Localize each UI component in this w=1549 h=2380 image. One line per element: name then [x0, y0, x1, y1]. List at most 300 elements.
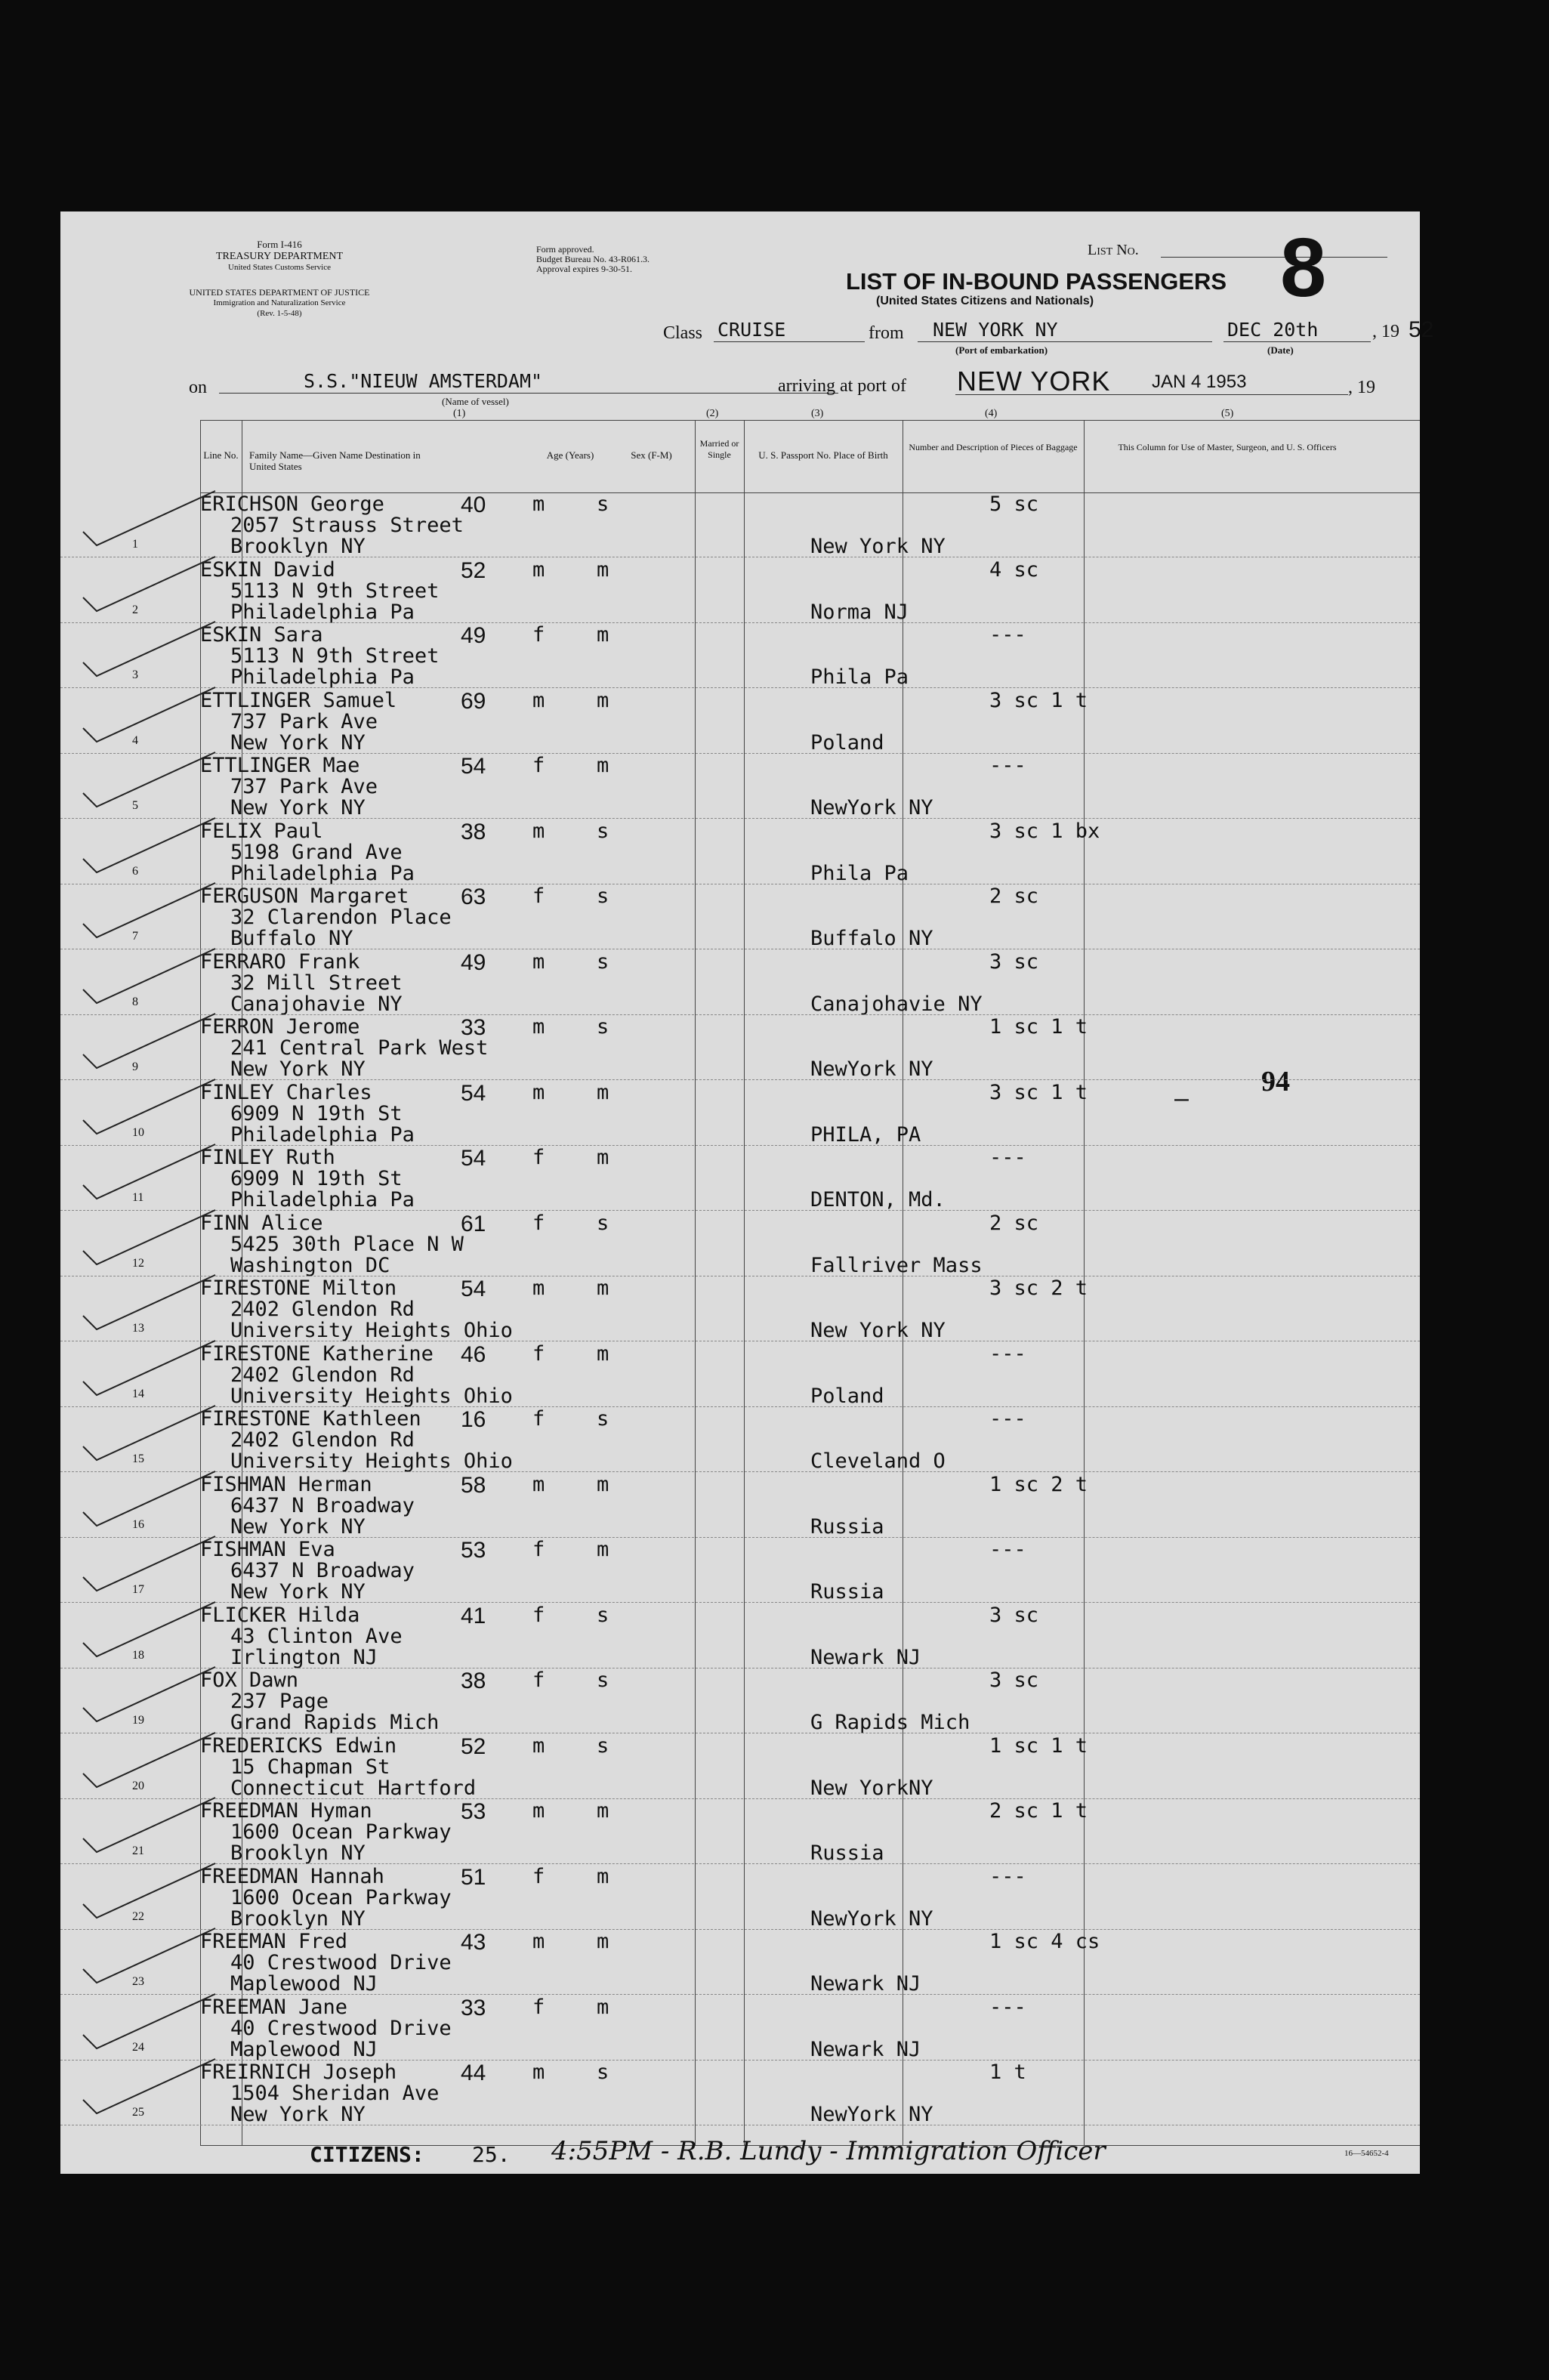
- passenger-sex: f: [532, 754, 545, 777]
- check-mark-icon: [76, 1857, 219, 1925]
- passenger-marital-status: s: [597, 1603, 609, 1627]
- passenger-address-city: New York NY: [230, 1580, 366, 1604]
- header-name: Family Name—Given Name Destination in United States: [249, 449, 421, 472]
- passenger-age: 16: [461, 1407, 486, 1432]
- passenger-age: 43: [461, 1930, 486, 1955]
- passenger-name: ESKIN Sara: [200, 623, 323, 647]
- passenger-age: 54: [461, 1080, 486, 1106]
- check-mark-icon: [76, 1465, 219, 1533]
- footer-citizens-label: CITIZENS:: [310, 2142, 424, 2167]
- passenger-address-street: 40 Crestwood Drive: [230, 2016, 452, 2040]
- colnum-1: (1): [453, 408, 466, 419]
- passenger-address-city: Connecticut Hartford: [230, 1776, 477, 1800]
- passenger-address-street: 1504 Sheridan Ave: [230, 2082, 440, 2105]
- passenger-address-city: Brooklyn NY: [230, 535, 366, 558]
- passenger-marital-status: m: [597, 1472, 609, 1496]
- embark-port-value: NEW YORK NY: [933, 319, 1058, 341]
- passenger-baggage: ---: [989, 1341, 1026, 1366]
- arrival-port: NEW YORK: [957, 366, 1111, 397]
- passenger-birthplace: NewYork NY: [810, 1906, 933, 1931]
- passenger-age: 58: [461, 1472, 486, 1498]
- passenger-marital-status: s: [597, 884, 609, 908]
- passenger-marital-status: m: [597, 1080, 609, 1104]
- passenger-name: FREDERICKS Edwin: [200, 1733, 397, 1758]
- passenger-name: FISHMAN Herman: [200, 1472, 372, 1496]
- passenger-address-street: 32 Clarendon Place: [230, 906, 452, 929]
- passenger-name: FLICKER Hilda: [200, 1603, 360, 1627]
- passenger-birthplace: Newark NJ: [810, 1645, 921, 1669]
- table-row: [132, 1341, 1420, 1408]
- table-row: [132, 1733, 1420, 1800]
- table-row: [132, 1930, 1420, 1996]
- header-age: Age (Years): [546, 449, 594, 461]
- passenger-birthplace: Norma NJ: [810, 600, 909, 624]
- passenger-sex: f: [532, 1146, 545, 1169]
- line-number: 3: [132, 668, 138, 681]
- passenger-birthplace: Russia: [810, 1580, 884, 1604]
- passenger-marital-status: s: [597, 819, 609, 843]
- passenger-age: 52: [461, 557, 486, 583]
- from-label: from: [869, 323, 904, 343]
- passenger-baggage: 1 sc 2 t: [989, 1472, 1088, 1496]
- passenger-marital-status: m: [597, 1799, 609, 1823]
- year-prefix: , 19: [1372, 322, 1399, 341]
- passenger-address-city: University Heights Ohio: [230, 1319, 513, 1342]
- check-mark-icon: [76, 1661, 219, 1729]
- officer-note: 94: [1261, 1066, 1290, 1097]
- table-row: [132, 1538, 1420, 1604]
- passenger-address-city: New York NY: [230, 1514, 366, 1539]
- table-row: [132, 1603, 1420, 1669]
- check-mark-icon: [76, 1073, 219, 1141]
- passenger-marital-status: s: [597, 492, 609, 516]
- passenger-address-city: Brooklyn NY: [230, 1906, 366, 1931]
- passenger-sex: f: [532, 884, 545, 908]
- passenger-address-city: University Heights Ohio: [230, 1384, 513, 1408]
- line-number: 5: [132, 799, 138, 812]
- passenger-address-city: Philadelphia Pa: [230, 861, 415, 885]
- passenger-address-street: 5198 Grand Ave: [230, 840, 403, 864]
- passenger-name: ETTLINGER Mae: [200, 754, 360, 777]
- line-number: 25: [132, 2106, 144, 2119]
- vessel-underline: [219, 393, 838, 394]
- revision: (Rev. 1-5-48): [257, 309, 302, 318]
- check-mark-icon: [76, 1400, 219, 1468]
- passenger-marital-status: s: [597, 949, 609, 974]
- table-top-rule: [200, 420, 1420, 421]
- passenger-address-street: 1600 Ocean Parkway: [230, 1820, 452, 1844]
- line-number: 24: [132, 2040, 144, 2054]
- passenger-age: 54: [461, 754, 486, 779]
- passenger-baggage: 4 sc: [989, 557, 1039, 582]
- header-married: Married or Single: [699, 438, 739, 460]
- passenger-age: 63: [461, 884, 486, 909]
- passenger-baggage: 3 sc: [989, 1603, 1039, 1627]
- class-underline: [714, 341, 865, 342]
- header-sex: Sex (F-M): [631, 449, 672, 461]
- passenger-name: ESKIN David: [200, 557, 335, 582]
- passenger-address-street: 241 Central Park West: [230, 1036, 489, 1060]
- passenger-sex: f: [532, 1538, 545, 1561]
- form-number: Form I-416: [257, 239, 302, 250]
- check-mark-icon: [76, 681, 219, 749]
- passenger-address-street: 43 Clinton Ave: [230, 1624, 403, 1648]
- line-number: 12: [132, 1256, 144, 1270]
- passenger-age: 33: [461, 1995, 486, 2020]
- line-number: 21: [132, 1844, 144, 1857]
- passenger-age: 69: [461, 688, 486, 714]
- officer-signature: 4:55PM - R.B. Lundy - Immigration Officer: [551, 2136, 1106, 2166]
- check-mark-icon: [76, 812, 219, 880]
- table-row: [132, 754, 1420, 820]
- table-row: [132, 557, 1420, 624]
- passenger-name: FREEDMAN Hyman: [200, 1799, 372, 1823]
- passenger-birthplace: PHILA, PA: [810, 1122, 921, 1147]
- passenger-sex: m: [532, 1276, 545, 1300]
- passenger-birthplace: New York NY: [810, 1319, 946, 1342]
- passenger-address-city: Maplewood NJ: [230, 2037, 378, 2061]
- header-baggage: Number and Description of Pieces of Baggage: [909, 442, 1078, 452]
- officer-dash: –: [1174, 1084, 1189, 1113]
- passenger-name: FIRESTONE Kathleen: [200, 1407, 421, 1431]
- passenger-name: FREEMAN Fred: [200, 1930, 348, 1953]
- passenger-age: 51: [461, 1864, 486, 1890]
- passenger-age: 49: [461, 623, 486, 648]
- passenger-address-city: Irlington NJ: [230, 1645, 378, 1669]
- check-mark-icon: [76, 1596, 219, 1664]
- table-row: [132, 623, 1420, 689]
- passenger-sex: m: [532, 1080, 545, 1104]
- passenger-address-city: Philadelphia Pa: [230, 600, 415, 624]
- passenger-sex: m: [532, 1472, 545, 1496]
- header-officers: This Column for Use of Master, Surgeon, and U. S. Officers: [1118, 442, 1337, 452]
- row-divider: [60, 2124, 1420, 2125]
- passenger-marital-status: m: [597, 688, 609, 712]
- passenger-birthplace: Newark NJ: [810, 1972, 921, 1996]
- arrival-underline: [955, 394, 1348, 395]
- passenger-name: FERRARO Frank: [200, 949, 360, 974]
- check-mark-icon: [76, 877, 219, 945]
- passenger-address-street: 6909 N 19th St: [230, 1101, 403, 1125]
- footer-citizens-count: 25.: [472, 2142, 511, 2167]
- line-number: 8: [132, 995, 138, 1008]
- passenger-sex: f: [532, 1864, 545, 1888]
- passenger-name: FREEMAN Jane: [200, 1995, 348, 2019]
- passenger-sex: f: [532, 1341, 545, 1366]
- check-mark-icon: [76, 1335, 219, 1403]
- passenger-marital-status: m: [597, 1995, 609, 2019]
- passenger-baggage: ---: [989, 1864, 1026, 1888]
- passenger-birthplace: Buffalo NY: [810, 927, 933, 950]
- passenger-baggage: 3 sc: [989, 949, 1039, 974]
- treasury-dept: TREASURY DEPARTMENT: [215, 251, 344, 262]
- passenger-marital-status: m: [597, 1864, 609, 1888]
- passenger-address-street: 5113 N 9th Street: [230, 644, 440, 668]
- passenger-baggage: 3 sc 1 bx: [989, 819, 1100, 843]
- justice-dept: UNITED STATES DEPARTMENT OF JUSTICE: [189, 287, 370, 298]
- class-label: Class: [663, 323, 703, 343]
- passenger-address-street: 737 Park Ave: [230, 775, 378, 798]
- passenger-address-street: 6909 N 19th St: [230, 1167, 403, 1190]
- passenger-baggage: 2 sc 1 t: [989, 1799, 1088, 1823]
- table-row: [132, 819, 1420, 885]
- passenger-age: 53: [461, 1538, 486, 1563]
- passenger-baggage: ---: [989, 623, 1026, 647]
- passenger-sex: f: [532, 1995, 545, 2019]
- passenger-age: 38: [461, 1668, 486, 1693]
- passenger-baggage: ---: [989, 1538, 1026, 1561]
- passenger-baggage: 1 sc 4 cs: [989, 1930, 1100, 1953]
- check-mark-icon: [76, 1008, 219, 1076]
- passenger-name: ERICHSON George: [200, 492, 384, 516]
- passenger-name: FERGUSON Margaret: [200, 884, 409, 908]
- passenger-address-street: 2057 Strauss Street: [230, 514, 464, 537]
- passenger-birthplace: Russia: [810, 1841, 884, 1865]
- passenger-baggage: ---: [989, 754, 1026, 777]
- table-row: [132, 1995, 1420, 2061]
- date-underline: [1223, 341, 1371, 342]
- passenger-baggage: 3 sc 1 t: [989, 1080, 1088, 1104]
- customs-service: United States Customs Service: [228, 263, 331, 272]
- list-no-label: List No.: [1088, 242, 1139, 258]
- passenger-sex: m: [532, 2061, 545, 2084]
- colnum-4: (4): [985, 408, 998, 419]
- passenger-birthplace: New YorkNY: [810, 1776, 933, 1800]
- passenger-marital-status: m: [597, 1146, 609, 1169]
- passenger-address-city: Washington DC: [230, 1253, 390, 1277]
- passenger-address-city: New York NY: [230, 796, 366, 820]
- passenger-address-city: Philadelphia Pa: [230, 665, 415, 689]
- passenger-age: 53: [461, 1799, 486, 1824]
- passenger-baggage: 1 sc 1 t: [989, 1015, 1088, 1039]
- passenger-address-street: 1600 Ocean Parkway: [230, 1885, 452, 1909]
- line-number: 16: [132, 1517, 144, 1531]
- line-number: 14: [132, 1387, 144, 1400]
- check-mark-icon: [76, 1204, 219, 1272]
- colnum-2: (2): [706, 408, 719, 419]
- passenger-address-city: New York NY: [230, 1057, 366, 1081]
- passenger-age: 33: [461, 1015, 486, 1040]
- form-code: 16—54652-4: [1344, 2149, 1389, 2158]
- check-mark-icon: [76, 1269, 219, 1337]
- passenger-baggage: ---: [989, 1146, 1026, 1169]
- passenger-marital-status: m: [597, 1930, 609, 1953]
- embark-date-value: DEC 20th: [1227, 319, 1319, 341]
- passenger-birthplace: Phila Pa: [810, 861, 909, 885]
- approved-line-1: Form approved.: [536, 244, 594, 255]
- passenger-sex: f: [532, 1407, 545, 1431]
- line-number: 9: [132, 1060, 138, 1073]
- passenger-baggage: 1 sc 1 t: [989, 1733, 1088, 1758]
- year-prefix-text: 19: [1381, 322, 1399, 341]
- passenger-baggage: 3 sc 2 t: [989, 1276, 1088, 1300]
- passenger-age: 41: [461, 1603, 486, 1628]
- passenger-birthplace: Newark NJ: [810, 2037, 921, 2061]
- passenger-age: 61: [461, 1211, 486, 1236]
- passenger-address-city: New York NY: [230, 730, 366, 755]
- passenger-birthplace: New York NY: [810, 535, 946, 558]
- passenger-name: FIRESTONE Milton: [200, 1276, 397, 1300]
- passenger-name: ETTLINGER Samuel: [200, 688, 397, 712]
- passenger-name: FREEDMAN Hannah: [200, 1864, 384, 1888]
- line-number: 15: [132, 1452, 144, 1465]
- passenger-birthplace: Phila Pa: [810, 665, 909, 689]
- passenger-address-city: University Heights Ohio: [230, 1449, 513, 1473]
- passenger-baggage: 3 sc 1 t: [989, 688, 1088, 712]
- approved-line-2: Budget Bureau No. 43-R061.3.: [536, 254, 650, 264]
- passenger-sex: f: [532, 623, 545, 647]
- passenger-marital-status: m: [597, 1538, 609, 1561]
- passenger-address-street: 15 Chapman St: [230, 1755, 390, 1779]
- table-row: [132, 688, 1420, 755]
- line-number: 10: [132, 1125, 144, 1139]
- table-row: [132, 1668, 1420, 1734]
- passenger-marital-status: s: [597, 1015, 609, 1039]
- passenger-baggage: 2 sc: [989, 884, 1039, 908]
- check-mark-icon: [76, 1530, 219, 1598]
- passenger-marital-status: m: [597, 1341, 609, 1366]
- document-title: LIST OF IN-BOUND PASSENGERS: [846, 268, 1227, 295]
- check-mark-icon: [76, 1922, 219, 1990]
- passenger-address-city: Maplewood NJ: [230, 1972, 378, 1996]
- colnum-3: (3): [811, 408, 824, 419]
- table-row: [132, 1080, 1420, 1147]
- passenger-age: 46: [461, 1341, 486, 1367]
- table-row: [132, 2061, 1420, 2126]
- vessel-name: S.S."NIEUW AMSTERDAM": [304, 370, 543, 392]
- passenger-marital-status: s: [597, 1407, 609, 1431]
- table-row: [132, 492, 1420, 558]
- passenger-address-city: New York NY: [230, 2103, 366, 2126]
- passenger-address-street: 5425 30th Place N W: [230, 1232, 464, 1256]
- year-value: 52: [1409, 317, 1434, 342]
- passenger-age: 44: [461, 2061, 486, 2085]
- table-row: [132, 949, 1420, 1016]
- passenger-marital-status: m: [597, 754, 609, 777]
- passenger-sex: m: [532, 1733, 545, 1758]
- passenger-address-street: 2402 Glendon Rd: [230, 1298, 415, 1321]
- passenger-birthplace: Russia: [810, 1514, 884, 1539]
- passenger-marital-status: s: [597, 1211, 609, 1235]
- passenger-birthplace: Canajohavie NY: [810, 992, 983, 1016]
- check-mark-icon: [76, 746, 219, 814]
- line-number: 19: [132, 1714, 144, 1727]
- passenger-address-street: 40 Crestwood Drive: [230, 1951, 452, 1974]
- arrival-date: JAN 4 1953: [1152, 372, 1247, 392]
- passenger-name: FIRESTONE Katherine: [200, 1341, 434, 1366]
- passenger-address-street: 5113 N 9th Street: [230, 579, 440, 603]
- passenger-birthplace: NewYork NY: [810, 2103, 933, 2126]
- port-caption: (Port of embarkation): [955, 344, 1048, 356]
- table-row: [132, 1864, 1420, 1931]
- passenger-marital-status: m: [597, 623, 609, 647]
- passenger-birthplace: DENTON, Md.: [810, 1188, 946, 1212]
- header-passport: U. S. Passport No. Place of Birth: [758, 449, 888, 461]
- passenger-address-street: 737 Park Ave: [230, 709, 378, 733]
- check-mark-icon: [76, 1138, 219, 1206]
- ins-service: Immigration and Naturalization Service: [213, 298, 346, 307]
- passenger-sex: m: [532, 819, 545, 843]
- passenger-birthplace: Poland: [810, 1384, 884, 1408]
- passenger-marital-status: m: [597, 557, 609, 582]
- document-subtitle: (United States Citizens and Nationals): [876, 295, 1094, 307]
- passenger-birthplace: NewYork NY: [810, 796, 933, 820]
- port-underline: [918, 341, 1212, 342]
- passenger-sex: m: [532, 1930, 545, 1953]
- passenger-sex: f: [532, 1603, 545, 1627]
- passenger-address-city: Buffalo NY: [230, 927, 353, 950]
- arriving-label: arriving at port of: [778, 376, 906, 396]
- on-label: on: [189, 378, 207, 397]
- check-mark-icon: [76, 485, 219, 553]
- vessel-caption: (Name of vessel): [442, 396, 509, 407]
- passenger-marital-status: m: [597, 1276, 609, 1300]
- check-mark-icon: [76, 943, 219, 1011]
- check-mark-icon: [76, 551, 219, 619]
- passenger-sex: m: [532, 1015, 545, 1039]
- passenger-name: FISHMAN Eva: [200, 1538, 335, 1561]
- check-mark-icon: [76, 2053, 219, 2121]
- class-value: CRUISE: [717, 319, 786, 341]
- form-approval: [536, 245, 650, 274]
- passenger-marital-status: s: [597, 1733, 609, 1758]
- passenger-address-city: Philadelphia Pa: [230, 1122, 415, 1147]
- passenger-birthplace: NewYork NY: [810, 1057, 933, 1081]
- passenger-baggage: ---: [989, 1407, 1026, 1431]
- passenger-birthplace: Poland: [810, 730, 884, 755]
- line-number: 7: [132, 930, 138, 943]
- line-number: 22: [132, 1909, 144, 1923]
- passenger-address-street: 32 Mill Street: [230, 971, 403, 995]
- passenger-name: FINLEY Ruth: [200, 1146, 335, 1169]
- passenger-age: 40: [461, 492, 486, 517]
- line-number: 20: [132, 1779, 144, 1792]
- line-number: 23: [132, 1975, 144, 1988]
- passenger-birthplace: Fallriver Mass: [810, 1253, 983, 1277]
- line-number: 13: [132, 1322, 144, 1335]
- check-mark-icon: [76, 1988, 219, 2056]
- passenger-address-city: Brooklyn NY: [230, 1841, 366, 1865]
- passenger-sex: f: [532, 1668, 545, 1692]
- table-row: [132, 1015, 1420, 1081]
- table-row: [132, 1211, 1420, 1277]
- table-row: [132, 1472, 1420, 1539]
- passenger-marital-status: s: [597, 2061, 609, 2084]
- table-row: [132, 1276, 1420, 1342]
- table-row: [132, 1407, 1420, 1473]
- passenger-address-city: Philadelphia Pa: [230, 1188, 415, 1212]
- arrival-year-prefix: , 19: [1348, 378, 1375, 397]
- passenger-name: FOX Dawn: [200, 1668, 299, 1692]
- colnum-5: (5): [1221, 408, 1234, 419]
- arrival-year-prefix-text: 19: [1357, 378, 1375, 397]
- passenger-age: 54: [461, 1276, 486, 1301]
- passenger-sex: m: [532, 688, 545, 712]
- check-mark-icon: [76, 1792, 219, 1860]
- approved-line-3: Approval expires 9-30-51.: [536, 264, 632, 274]
- passenger-age: 54: [461, 1146, 486, 1171]
- passenger-address-street: 6437 N Broadway: [230, 1559, 415, 1582]
- list-no-underline: [1161, 257, 1387, 258]
- passenger-address-street: 6437 N Broadway: [230, 1493, 415, 1517]
- passenger-name: FELIX Paul: [200, 819, 323, 843]
- check-mark-icon: [76, 616, 219, 684]
- passenger-address-street: 237 Page: [230, 1690, 329, 1713]
- passenger-name: FINLEY Charles: [200, 1080, 372, 1104]
- passenger-baggage: 2 sc: [989, 1211, 1039, 1235]
- list-no-value: 8: [1280, 221, 1327, 314]
- passenger-address-street: 2402 Glendon Rd: [230, 1363, 415, 1387]
